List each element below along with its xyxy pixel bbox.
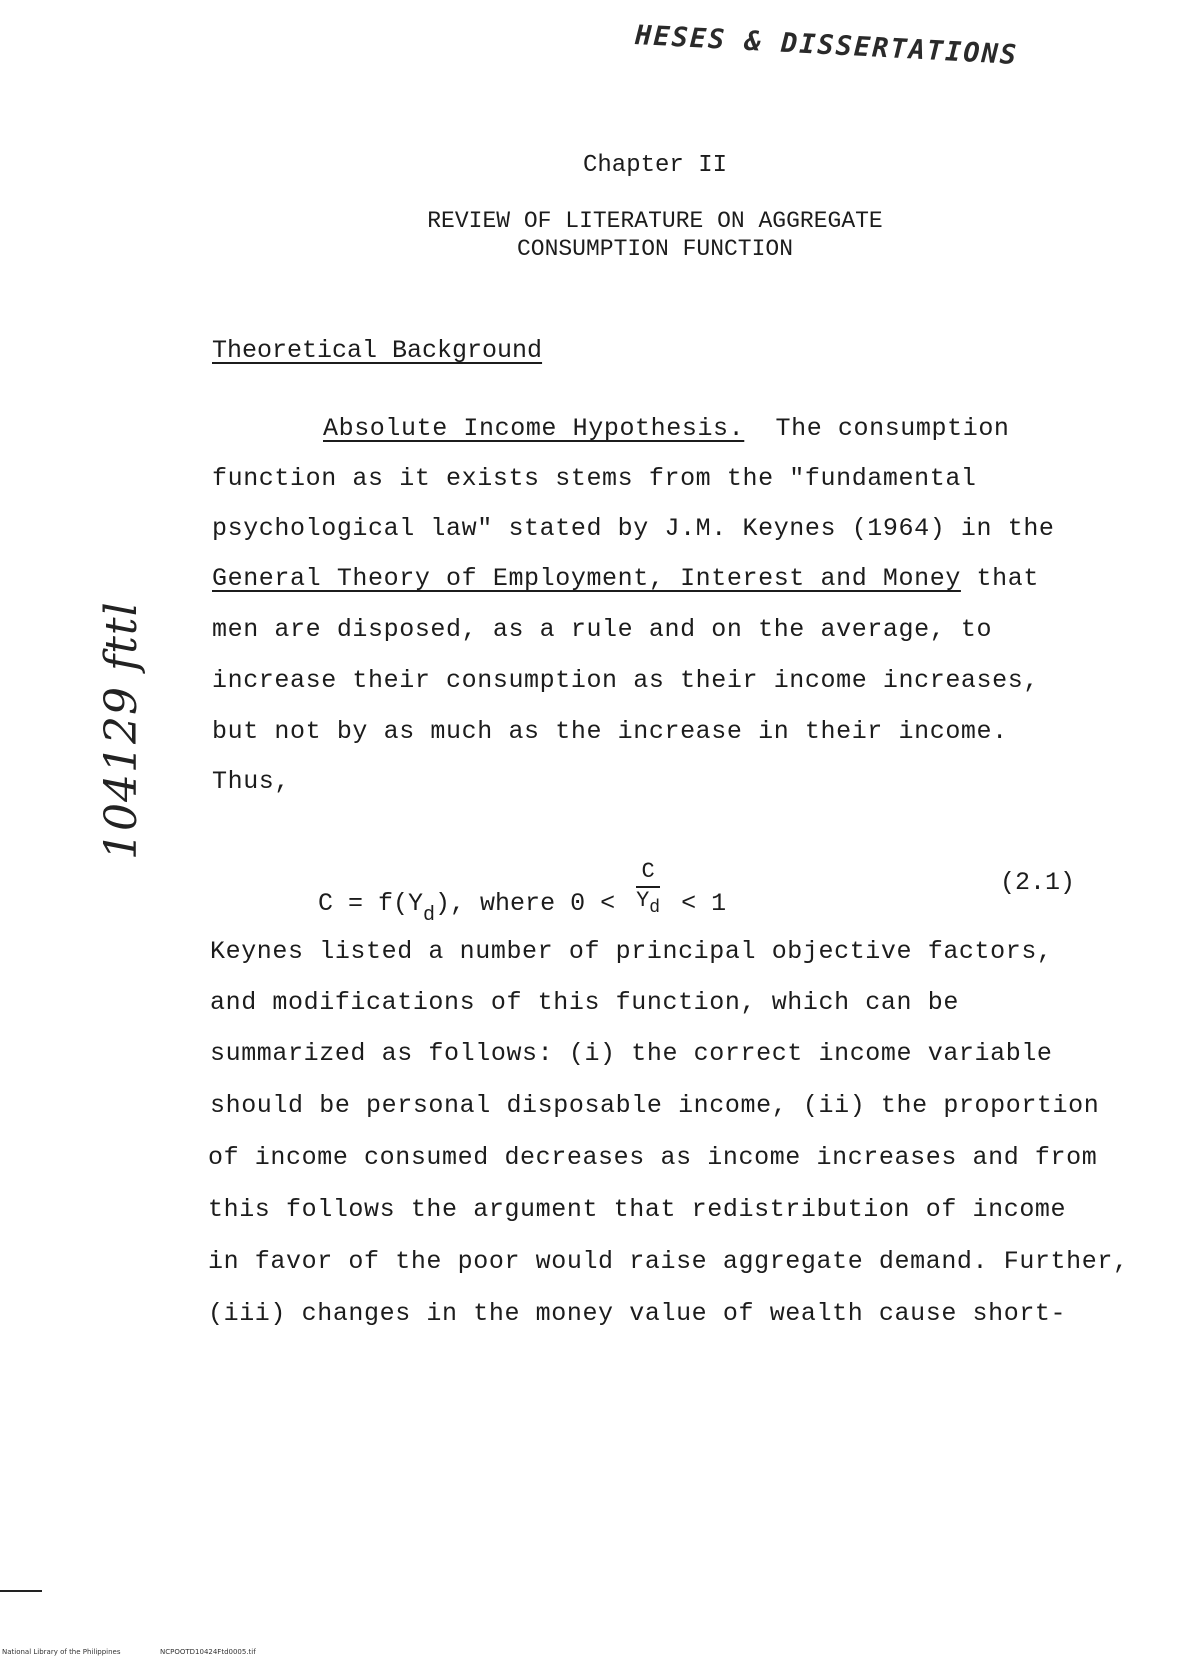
footer-library: National Library of the Philippines: [2, 1648, 121, 1656]
equation-fraction: [636, 858, 661, 918]
equation-rhs: < 1: [681, 889, 727, 918]
book-title: General Theory of Employment, Interest and Money: [212, 564, 961, 593]
margin-dash: [0, 1590, 42, 1592]
paragraph1-line-4-rest: that: [960, 564, 1039, 593]
hypothesis-title: Absolute Income Hypothesis.: [323, 414, 745, 443]
paragraph1-line-3: psychological law" stated by J.M. Keynes (1964) in the: [212, 514, 1055, 543]
paragraph2-line-2: and modifications of this function, which can be: [210, 988, 959, 1017]
paragraph1-line-2: function as it exists stems from the "fundamental: [212, 464, 977, 493]
paragraph2-line-7: in favor of the poor would raise aggregate demand. Further,: [208, 1247, 1129, 1276]
paragraph2-line-3: summarized as follows: (i) the correct income variable: [210, 1039, 1053, 1068]
equation-mid: ), where 0 <: [435, 889, 616, 918]
theses-stamp: HESES & DISSERTATIONS: [634, 20, 1019, 72]
chapter-title-line-1: REVIEW OF LITERATURE ON AGGREGATE: [427, 208, 883, 234]
paragraph2-line-1: Keynes listed a number of principal objective factors,: [210, 937, 1053, 966]
paragraph1-line-7: but not by as much as the increase in their income.: [212, 717, 1008, 746]
paragraph2-line-8: (iii) changes in the money value of wealth cause short-: [208, 1299, 1067, 1328]
paragraph1-line-8: Thus,: [212, 767, 291, 796]
paragraph2-line-4: should be personal disposable income, (ii) the proportion: [210, 1091, 1100, 1120]
paragraph1-line-1: [323, 414, 1010, 443]
fraction-denominator-base: Y: [636, 888, 650, 913]
fraction-denominator: [636, 888, 661, 918]
paragraph1-line-6: increase their consumption as their income increases,: [212, 666, 1039, 695]
paragraph2-line-6: this follows the argument that redistribution of income: [208, 1195, 1067, 1224]
paragraph2-line-5: of income consumed decreases as income increases and from: [208, 1143, 1098, 1172]
paragraph1-line-4: [212, 564, 1039, 593]
fraction-denominator-subscript: d: [649, 898, 661, 918]
equation-lhs: C = f(Y: [318, 889, 424, 918]
equation-number: (2.1): [1000, 868, 1076, 897]
equation-subscript-d: d: [423, 904, 436, 927]
equation-2-1: [318, 859, 727, 927]
fraction-numerator: C: [636, 858, 660, 888]
handwritten-margin-note: 104129 fttl: [96, 601, 147, 860]
chapter-title-line-2: CONSUMPTION FUNCTION: [516, 236, 794, 262]
paragraph1-line-5: men are disposed, as a rule and on the average, to: [212, 615, 993, 644]
footer-filename: NCPOOTD10424Ftd0005.tif: [160, 1648, 256, 1656]
section-title: Theoretical Background: [212, 336, 543, 365]
chapter-heading: Chapter II: [582, 152, 728, 179]
paragraph1-line-1-rest: The consumption: [744, 414, 1010, 443]
